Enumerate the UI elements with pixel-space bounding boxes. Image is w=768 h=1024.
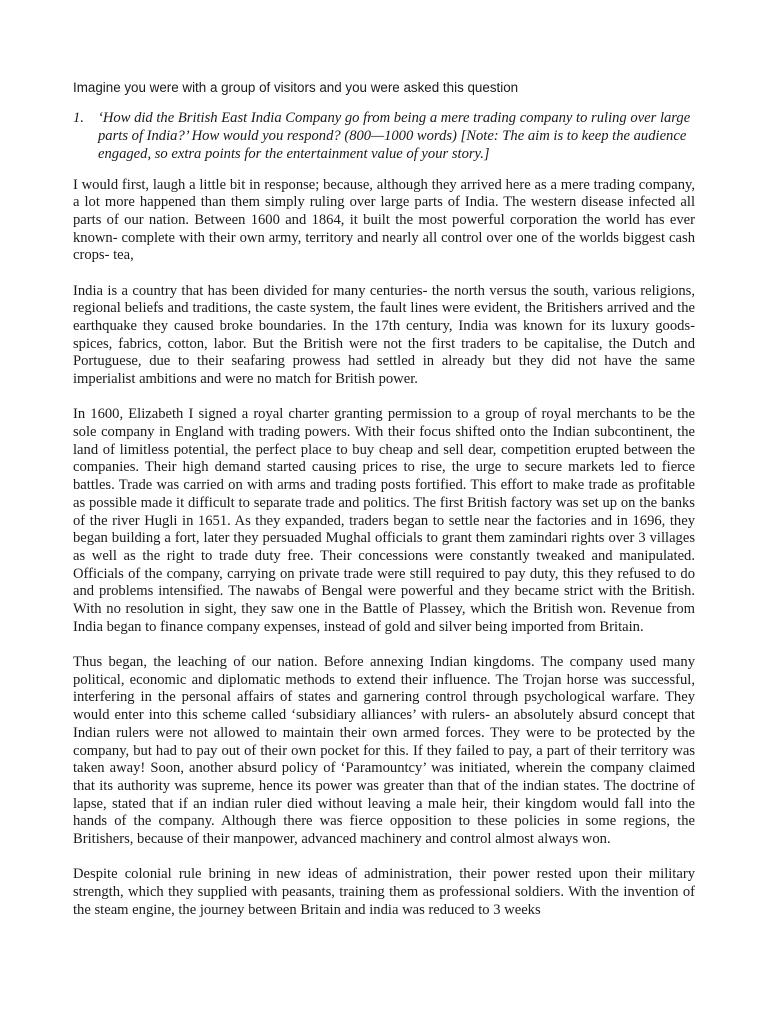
paragraph-2: India is a country that has been divided for many centuries- the north versus the south, various religions, regional beliefs and traditions, the caste system, the fault lines were evident, the Britishers arrived and the earthquake they caused broke boundaries. In the 17th century, India was known for its luxury goods- spices, fabrics, cotton, labor. But the British were not the first traders to be capitalise, the Dutch and Portuguese, due to their seafaring prowess had settled in already but they did not have the same imperialist ambitions and were no match for British power. — [73, 282, 695, 388]
question-item — [73, 109, 695, 164]
question-text: ‘How did the British East India Company go from being a mere trading company to ruling over large parts of India?’ How would you respond? (800—1000 words) [Note: The aim is to keep the audience engaged, so extra points for the entertainment value of your story.] — [98, 110, 691, 163]
paragraph-5: Despite colonial rule brining in new ideas of administration, their power rested upon their military strength, which they supplied with peasants, training them as professional soldiers. With the invention of the steam engine, the journey between Britain and india was reduced to 3 weeks — [73, 866, 695, 918]
intro-line: Imagine you were with a group of visitors and you were asked this question — [73, 80, 519, 95]
document-page — [73, 79, 695, 937]
paragraph-1: I would first, laugh a little bit in response; because, although they arrived here as a mere trading company, a lot more happened than them simply ruling over large parts of India. The western disease infected all parts of our nation. Between 1600 and 1864, it built the most powerful corporation the world has ever known- complete with their own army, territory and nearly all control over one of the worlds biggest cash crops- tea, — [73, 176, 695, 264]
paragraph-4: Thus began, the leaching of our nation. Before annexing Indian kingdoms. The company used many political, economic and diplomatic methods to extend their influence. The Trojan horse was successful, interfering in the personal affairs of states and garnering control through psychological warfare. They would enter into this scheme called ‘subsidiary alliances’ with rulers- an absolutely absurd concept that Indian rulers were not allowed to maintain their own armed forces. They were to be protected by the company, but had to pay out of their own pocket for this. If they failed to pay, a part of their territory was taken away! Soon, another absurd policy of ‘Paramountcy’ was initiated, wherein the company claimed that its authority was supreme, hence its power was greater than that of the indian states. The doctrine of lapse, stated that if an indian ruler died without leaving a male heir, their kingdom would fall into the hands of the company. Although there was fierce opposition to these policies in some regions, the Britishers, because of their manpower, advanced machinery and control almost always won. — [73, 653, 695, 848]
paragraph-3: In 1600, Elizabeth I signed a royal charter granting permission to a group of royal merchants to be the sole company in England with trading powers. With their focus shifted onto the Indian subcontinent, the land of limitless potential, the perfect place to buy cheap and sell dear, competition erupted between the companies. Their high demand started causing prices to rise, the urge to secure markets led to fierce battles. Trade was carried on with arms and trading posts fortified. This effort to make trade as profitable as possible made it difficult to separate trade and politics. The first British factory was set up on the banks of the river Hugli in 1651. As they expanded, traders began to settle near the factories and in 1696, they began building a fort, later they persuaded Mughal officials to grant them zamindari rights over 3 villages as well as the right to trade duty free. Their concessions were constantly tweaked and manipulated. Officials of the company, carrying on private trade were still required to pay duty, this they refused to do and problems intensified. The nawabs of Bengal were powerful and they became strict with the British. With no resolution in sight, they saw one in the Battle of Plassey, which the British won. Revenue from India began to finance company expenses, instead of gold and silver being imported from Britain. — [73, 406, 695, 635]
question-number: 1. — [73, 110, 84, 126]
